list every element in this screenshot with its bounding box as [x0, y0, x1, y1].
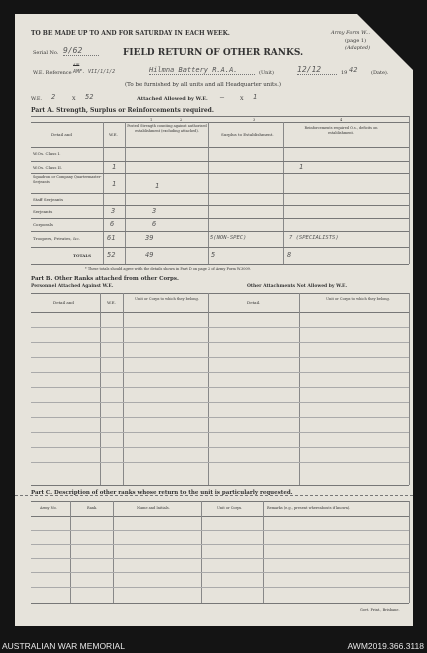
part-b-vline [100, 293, 101, 485]
col-num-3: 3 [253, 118, 256, 122]
row-reinf: 1 [299, 163, 304, 171]
col-num-1: 1 [150, 118, 153, 122]
part-c-bottom-rule [31, 603, 409, 604]
row-detail: Staff Serjeants [33, 197, 64, 202]
part-b-header-unit-2: Unit or Corps to which they belong. [326, 297, 390, 301]
header-instruction: TO BE MADE UP TO AND FOR SATURDAY IN EACH WEEK. [31, 30, 230, 37]
row-detail: Serjeants [33, 209, 53, 214]
part-b-rule [31, 293, 409, 294]
row-posted: 1 [155, 182, 160, 190]
part-b-row [31, 342, 409, 343]
row-reinf: 7 (SPECIALISTS) [289, 235, 339, 241]
part-b-bottom-rule [31, 485, 409, 486]
part-b-row [31, 387, 409, 388]
part-b-vline [123, 293, 124, 485]
row-we: 61 [107, 234, 116, 242]
col-num-4: 4 [340, 118, 343, 122]
part-b-row [31, 372, 409, 373]
part-b-header-we: W.E. [107, 300, 116, 305]
row-detail: W.Os. Class II. [33, 165, 63, 170]
we-reference-label: W.E. Reference [33, 70, 72, 76]
army-form-label: Army Form W... [331, 30, 371, 36]
part-a-header-posted: Posted Strength counting against authorised establishment (excluding attached). [127, 124, 207, 133]
totals-we: 52 [107, 251, 116, 259]
part-c-header-rank: Rank. [87, 506, 98, 510]
part-b-right-title: Other Attachments Not Allowed by W.E. [247, 284, 348, 289]
we-value-3: — [220, 93, 225, 101]
totals-surplus: 5 [211, 251, 216, 259]
date-value: 12/12 [297, 65, 337, 75]
row-detail: Squadron or Company Quartermaster-Serjeants [33, 175, 102, 184]
totals-posted: 49 [145, 251, 154, 259]
part-c-row [31, 544, 409, 545]
attached-allowed-label: Attached Allowed by W.E. [137, 96, 208, 102]
archive-footer [0, 640, 427, 653]
part-b-vline [409, 293, 410, 485]
part-c-header-remarks: Remarks (e.g., present whereabouts if known). [267, 506, 351, 510]
row-rule [31, 205, 409, 206]
part-a-rule [31, 122, 409, 123]
army-form-page: (page 1) [345, 38, 367, 44]
col-num-2: 2 [180, 118, 183, 122]
row-detail: W.Os. Class I. [33, 151, 61, 156]
part-b-vline [299, 293, 300, 485]
part-b-rule [31, 312, 409, 313]
part-b-vline [208, 293, 209, 485]
totals-reinf: 8 [287, 251, 292, 259]
part-c-row [31, 587, 409, 588]
part-c-vline [409, 501, 410, 603]
row-posted: 39 [145, 234, 154, 242]
we-times-2: X [240, 96, 244, 102]
archive-reference: AWM2019.366.3118 [347, 641, 424, 651]
part-a-header-we: W.E. [109, 132, 118, 137]
part-b-title: Part B. Other Ranks attached from other Corps. [31, 276, 179, 282]
row-posted: 3 [152, 207, 157, 215]
year-value: 42 [349, 66, 358, 74]
row-detail: Corporals [33, 222, 53, 227]
part-b-header-detail: Detail and [53, 300, 74, 305]
part-a-vline [409, 116, 410, 264]
unit-label: (Unit) [259, 70, 274, 76]
part-b-row [31, 417, 409, 418]
part-b-header-detail-2: Detail. [247, 300, 261, 305]
row-rule [31, 161, 409, 162]
part-b-row [31, 357, 409, 358]
part-b-row [31, 327, 409, 328]
part-a-header-surplus: Surplus to Establishment. [221, 132, 274, 137]
row-we: 1 [112, 180, 117, 188]
row-posted: 6 [152, 220, 157, 228]
part-c-row [31, 530, 409, 531]
part-c-row [31, 558, 409, 559]
date-label: (Date). [371, 70, 389, 76]
part-b-left-title: Personnel Attached Against W.E. [31, 284, 114, 289]
part-a-header-reinforcements: Reinforcements required O.s., deficits on establishment. [304, 126, 378, 135]
part-b-row [31, 462, 409, 463]
row-we: 1 [112, 163, 117, 171]
totals-label: TOTALS [73, 253, 92, 258]
serial-value: 9/62 [63, 46, 99, 56]
row-rule [31, 264, 409, 265]
year-prefix: 19 [341, 70, 348, 76]
part-a-top-rule [31, 116, 409, 117]
part-c-title: Part C. Description of other ranks whose return to the unit is particularly requested. [31, 490, 293, 496]
part-a-title: Part A. Strength, Surplus or Reinforcements required. [31, 107, 214, 114]
part-c-rule [31, 516, 409, 517]
row-rule [31, 231, 409, 232]
we-reference-value: AMF. VII/1/1/2 [73, 69, 116, 75]
row-detail: Troopers, Privates, &c. [33, 236, 81, 241]
we-reference-struck: AIF [73, 63, 80, 67]
part-c-header-name: Name and Initials. [137, 506, 170, 510]
unit-name: Hilmna Battery R.A.A. [149, 66, 255, 75]
part-c-row [31, 572, 409, 573]
part-c-header-army-no: Army No. [40, 506, 57, 510]
row-rule [31, 247, 409, 248]
row-we: 3 [111, 207, 116, 215]
row-we: 6 [110, 220, 115, 228]
archive-credit: AUSTRALIAN WAR MEMORIAL [2, 641, 125, 651]
we-times-1: X [72, 96, 76, 102]
part-b-row [31, 432, 409, 433]
part-a-rule [31, 147, 409, 148]
row-rule [31, 173, 409, 174]
part-b-row [31, 402, 409, 403]
form-page [15, 14, 413, 626]
we-value-2: 52 [85, 93, 94, 101]
printer-imprint: Govt. Print., Brisbane. [360, 608, 400, 612]
we-label: W.E. [31, 96, 43, 102]
serial-label: Serial No. [33, 50, 59, 56]
part-c-header-unit: Unit or Corps. [217, 506, 243, 510]
row-rule [31, 218, 409, 219]
part-b-header-unit: Unit or Corps to which they belong. [135, 297, 199, 301]
part-b-row [31, 447, 409, 448]
part-c-rule [31, 501, 409, 502]
furnish-note: (To be furnished by all units and all Headquarter units.) [125, 82, 281, 88]
part-a-header-detail: Detail and [51, 132, 72, 137]
army-form-adapted: (Adapted) [345, 45, 371, 51]
row-rule [31, 193, 409, 194]
part-a-footnote: * These totals should agree with the details shown in Part D on page 2 of Army Form W.3009. [85, 267, 252, 271]
form-title: FIELD RETURN OF OTHER RANKS. [123, 48, 304, 58]
we-value-1: 2 [51, 93, 56, 101]
row-surplus: 5(NON-SPEC) [210, 235, 247, 241]
we-value-4: 1 [253, 93, 258, 101]
